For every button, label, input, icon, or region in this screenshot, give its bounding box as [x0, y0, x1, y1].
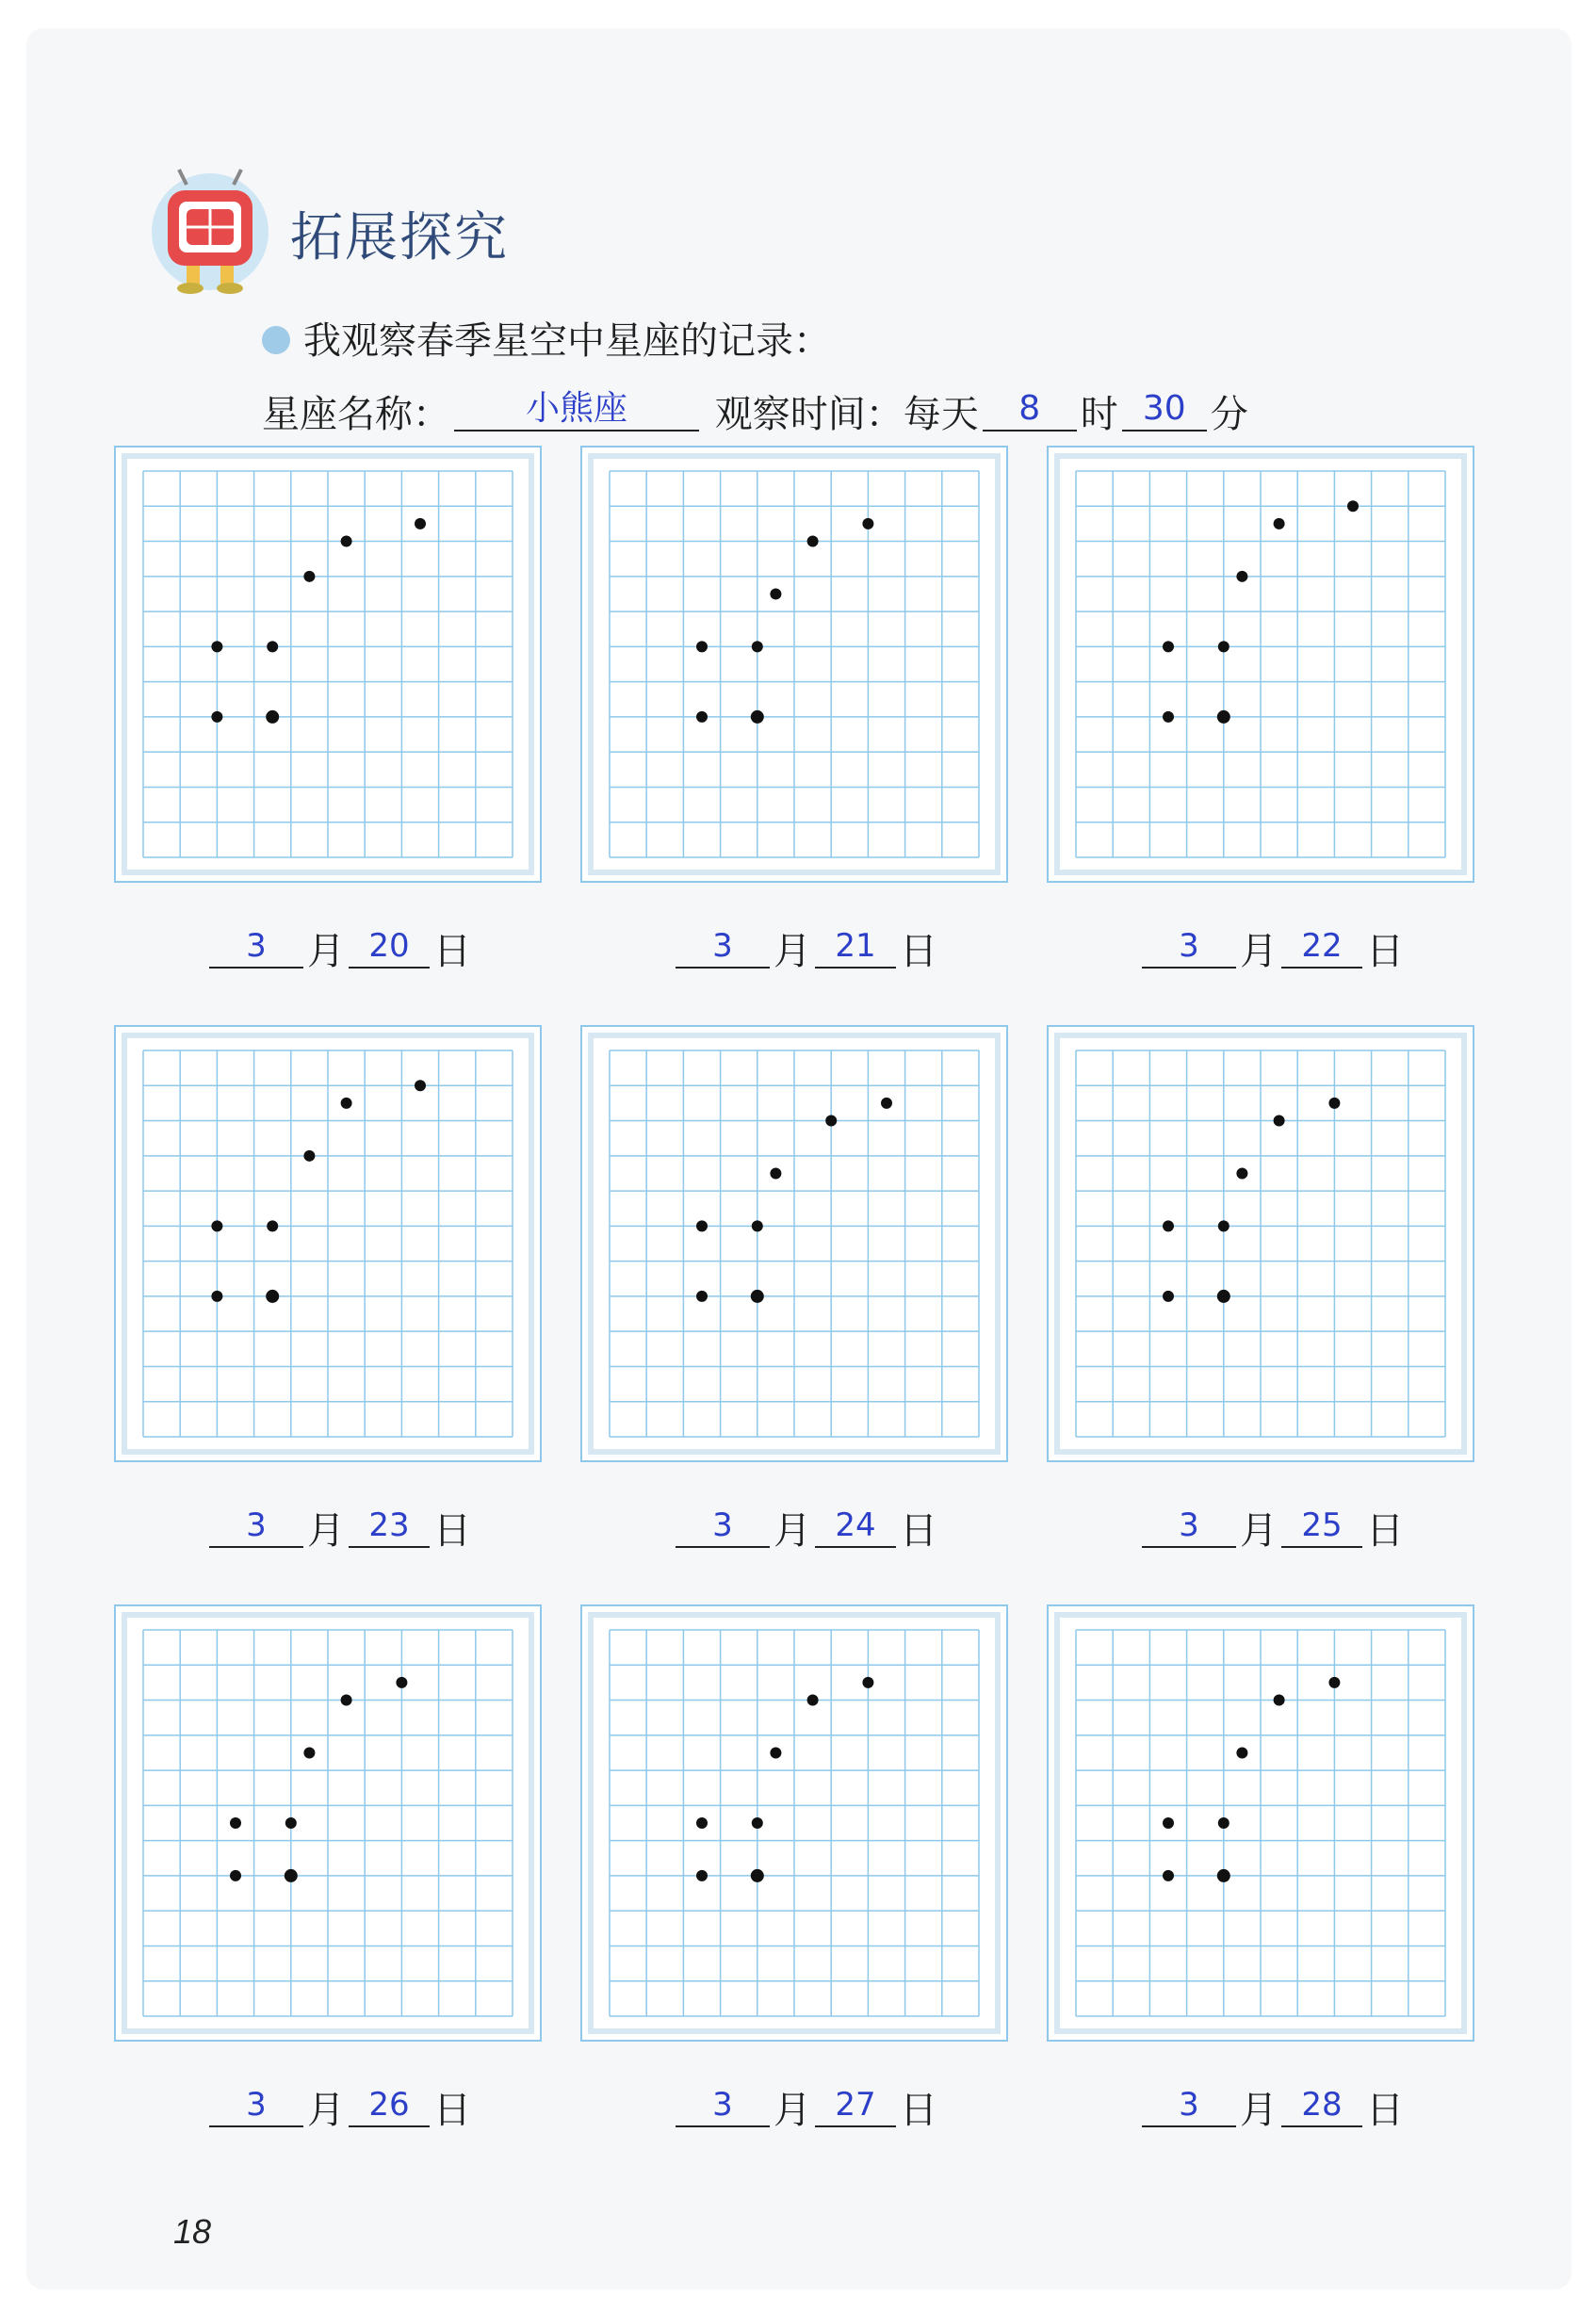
- month-unit: 月: [307, 2089, 345, 2132]
- star-dot: [211, 1220, 222, 1231]
- hour-unit: 时: [1080, 393, 1118, 436]
- star-dot: [696, 1870, 708, 1881]
- star-dot: [751, 1290, 764, 1303]
- star-dot: [266, 710, 279, 724]
- month-field[interactable]: 3: [1142, 925, 1236, 969]
- month-unit: 月: [1240, 1509, 1278, 1553]
- star-dot: [1218, 641, 1230, 652]
- month-unit: 月: [1240, 930, 1278, 973]
- star-dot: [1218, 1817, 1230, 1829]
- intro-text: 我观察春季星空中星座的记录：: [303, 319, 831, 363]
- tv-robot-mascot-icon: [149, 168, 271, 300]
- minute-field[interactable]: 30: [1122, 388, 1207, 431]
- day-unit: 日: [900, 2089, 937, 2132]
- star-dot: [267, 641, 278, 652]
- observation-date: [205, 921, 471, 976]
- observation-date: [672, 921, 937, 976]
- month-field[interactable]: 3: [209, 925, 303, 969]
- star-dot: [881, 1098, 892, 1109]
- month-field[interactable]: 3: [1142, 1505, 1236, 1548]
- star-dot: [1274, 518, 1285, 529]
- day-field[interactable]: 20: [349, 925, 430, 969]
- day-unit: 日: [1366, 2089, 1404, 2132]
- hour-field[interactable]: 8: [983, 388, 1077, 431]
- day-unit: 日: [900, 1509, 937, 1553]
- day-unit: 日: [433, 2089, 471, 2132]
- star-dot: [211, 1291, 222, 1302]
- star-dot: [696, 641, 708, 652]
- star-dot: [396, 1677, 407, 1688]
- time-label: 观察时间：每天: [714, 393, 979, 436]
- day-unit: 日: [1366, 930, 1404, 973]
- day-unit: 日: [433, 1509, 471, 1553]
- star-chart-panel: [1044, 443, 1477, 886]
- star-dot: [415, 518, 426, 529]
- star-chart-panel: [578, 1602, 1011, 2044]
- star-dot: [341, 1098, 352, 1109]
- bullet-icon: [262, 326, 290, 354]
- star-dot: [211, 641, 222, 652]
- star-chart-panel: [1044, 1022, 1477, 1465]
- section-title: 拓展探究: [290, 207, 509, 269]
- month-field[interactable]: 3: [209, 1505, 303, 1548]
- day-unit: 日: [433, 930, 471, 973]
- star-dot: [696, 711, 708, 723]
- month-unit: 月: [307, 1509, 345, 1553]
- day-field[interactable]: 25: [1281, 1505, 1362, 1548]
- month-unit: 月: [307, 930, 345, 973]
- star-dot: [770, 588, 781, 599]
- month-field[interactable]: 3: [209, 2084, 303, 2127]
- month-unit: 月: [1240, 2089, 1278, 2132]
- star-dot: [1328, 1098, 1340, 1109]
- star-grid: [578, 1602, 1011, 2044]
- observation-date: [672, 1501, 937, 1555]
- star-dot: [285, 1869, 298, 1882]
- star-dot: [696, 1220, 708, 1231]
- star-chart-panel: [578, 443, 1011, 886]
- star-chart-panel: [1044, 1602, 1477, 2044]
- star-dot: [1163, 711, 1174, 723]
- star-dot: [1274, 1695, 1285, 1706]
- star-dot: [341, 1695, 352, 1706]
- day-field[interactable]: 26: [349, 2084, 430, 2127]
- star-dot: [862, 518, 873, 529]
- star-dot: [1236, 571, 1247, 582]
- star-dot: [770, 1747, 781, 1758]
- workbook-page: [26, 28, 1572, 2289]
- day-field[interactable]: 21: [815, 925, 896, 969]
- day-field[interactable]: 27: [815, 2084, 896, 2127]
- day-unit: 日: [1366, 1509, 1404, 1553]
- star-dot: [696, 1817, 708, 1829]
- star-dot: [752, 1220, 763, 1231]
- star-grid: [578, 1022, 1011, 1465]
- day-unit: 日: [900, 930, 937, 973]
- star-dot: [285, 1817, 297, 1829]
- star-chart-panel: [578, 1022, 1011, 1465]
- month-field[interactable]: 3: [676, 925, 770, 969]
- constellation-name-label: 星座名称：: [262, 393, 450, 436]
- month-unit: 月: [774, 2089, 811, 2132]
- day-field[interactable]: 24: [815, 1505, 896, 1548]
- star-dot: [752, 1817, 763, 1829]
- star-dot: [1163, 1870, 1174, 1881]
- star-grid: [1044, 443, 1477, 886]
- star-dot: [825, 1115, 837, 1127]
- star-dot: [303, 1150, 315, 1162]
- star-grid: [111, 1602, 545, 2044]
- star-grid: [1044, 1022, 1477, 1465]
- minute-unit: 分: [1210, 393, 1248, 436]
- star-dot: [770, 1167, 781, 1179]
- star-dot: [1347, 500, 1359, 512]
- observation-date: [672, 2080, 937, 2135]
- star-dot: [807, 536, 819, 547]
- star-chart-panel: [111, 1602, 545, 2044]
- star-dot: [807, 1695, 819, 1706]
- day-field[interactable]: 23: [349, 1505, 430, 1548]
- star-dot: [696, 1291, 708, 1302]
- star-chart-panel: [111, 443, 545, 886]
- month-field[interactable]: 3: [676, 1505, 770, 1548]
- star-dot: [415, 1080, 426, 1091]
- star-grid: [111, 1022, 545, 1465]
- star-chart-panel: [111, 1022, 545, 1465]
- constellation-name-field[interactable]: 小熊座: [454, 388, 699, 431]
- star-dot: [1274, 1115, 1285, 1127]
- month-unit: 月: [774, 930, 811, 973]
- section-header: [149, 168, 714, 309]
- observation-date: [205, 1501, 471, 1555]
- star-dot: [1163, 1291, 1174, 1302]
- star-dot: [751, 710, 764, 724]
- star-dot: [303, 571, 315, 582]
- star-grid: [578, 443, 1011, 886]
- intro-line: [262, 311, 831, 365]
- star-dot: [1163, 1220, 1174, 1231]
- star-grid: [111, 443, 545, 886]
- month-unit: 月: [774, 1509, 811, 1553]
- star-dot: [1236, 1167, 1247, 1179]
- star-dot: [1163, 1817, 1174, 1829]
- page-number: 18: [173, 2212, 212, 2251]
- observation-date: [1138, 921, 1404, 976]
- star-dot: [1217, 1290, 1230, 1303]
- star-dot: [266, 1290, 279, 1303]
- star-dot: [1236, 1747, 1247, 1758]
- observation-date: [1138, 1501, 1404, 1555]
- star-dot: [862, 1677, 873, 1688]
- star-dot: [1217, 1869, 1230, 1882]
- observation-date: [205, 2080, 471, 2135]
- star-dot: [1217, 710, 1230, 724]
- star-dot: [1218, 1220, 1230, 1231]
- observation-date: [1138, 2080, 1404, 2135]
- star-dot: [211, 711, 222, 723]
- star-dot: [230, 1817, 241, 1829]
- star-dot: [751, 1869, 764, 1882]
- day-field[interactable]: 28: [1281, 2084, 1362, 2127]
- star-grid: [1044, 1602, 1477, 2044]
- star-dot: [1163, 641, 1174, 652]
- star-dot: [1328, 1677, 1340, 1688]
- month-field[interactable]: 3: [1142, 2084, 1236, 2127]
- day-field[interactable]: 22: [1281, 925, 1362, 969]
- star-dot: [752, 641, 763, 652]
- star-dot: [230, 1870, 241, 1881]
- star-dot: [341, 536, 352, 547]
- star-dot: [267, 1220, 278, 1231]
- observation-info: [262, 384, 1248, 439]
- month-field[interactable]: 3: [676, 2084, 770, 2127]
- star-dot: [303, 1747, 315, 1758]
